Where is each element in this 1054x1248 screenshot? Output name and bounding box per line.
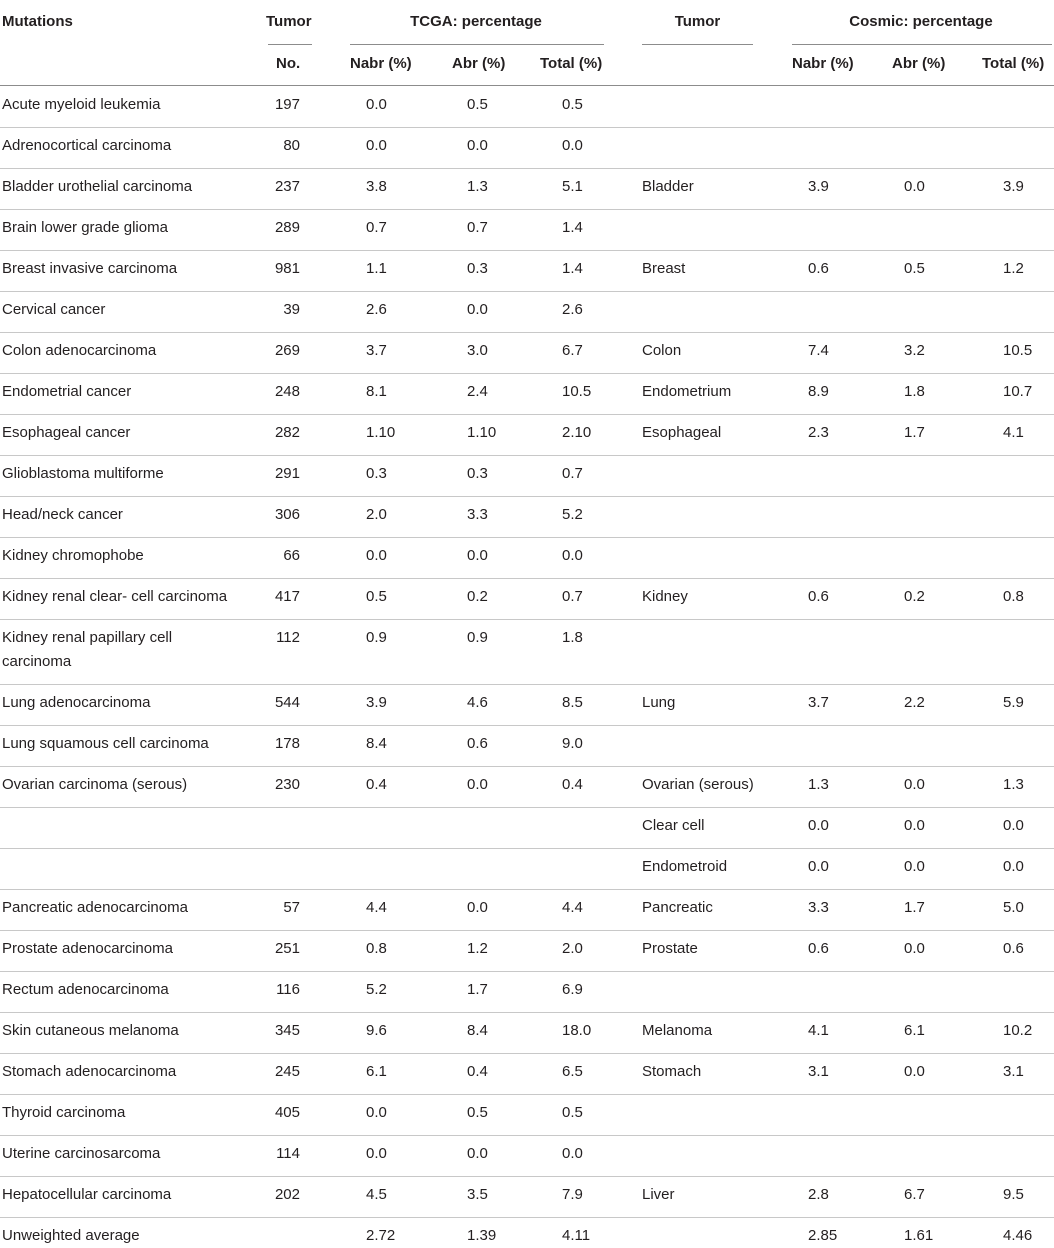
cell-cosmic-abr: 1.7: [904, 424, 925, 441]
cell-mutation: Uterine carcinosarcoma: [2, 1145, 161, 1162]
cell-tcga-total: 6.7: [562, 342, 583, 359]
cell-tcga-abr: 0.0: [467, 301, 488, 318]
cell-tcga-abr: 0.9: [467, 629, 488, 646]
cell-mutation: Stomach adenocarcinoma: [2, 1063, 177, 1080]
cell-tcga-abr: 1.7: [467, 981, 488, 998]
row-divider: [0, 1094, 1054, 1095]
cell-tcga-abr: 3.5: [467, 1186, 488, 1203]
row-divider: [0, 291, 1054, 292]
cell-cosmic-total: 4.46: [1003, 1227, 1033, 1244]
cell-tcga-total: 1.8: [562, 629, 583, 646]
cell-cosmic-abr: 0.0: [904, 940, 925, 957]
cell-cosmic-tumor: Prostate: [642, 940, 698, 957]
cell-tumor-no: 230: [274, 776, 300, 793]
cell-tumor-no: 282: [274, 424, 300, 441]
cell-tcga-nabr: 2.6: [366, 301, 387, 318]
cell-cosmic-abr: 1.7: [904, 899, 925, 916]
cell-tcga-nabr: 4.4: [366, 899, 387, 916]
row-divider: [0, 332, 1054, 333]
cell-tcga-abr: 4.6: [467, 694, 488, 711]
cell-tcga-abr: 0.2: [467, 588, 488, 605]
header-bottom-rule: [0, 85, 1054, 86]
cell-mutation: Kidney renal papillary cell carcinoma: [2, 629, 173, 670]
cell-mutation: Acute myeloid leukemia: [2, 96, 161, 113]
cell-mutation: Lung adenocarcinoma: [2, 694, 151, 711]
cell-tcga-nabr: 0.9: [366, 629, 387, 646]
cell-cosmic-abr: 0.0: [904, 817, 925, 834]
cell-tcga-nabr: 3.7: [366, 342, 387, 359]
cell-cosmic-total: 10.7: [1003, 383, 1033, 400]
cell-tcga-total: 5.2: [562, 506, 583, 523]
cell-tumor-no: 116: [276, 981, 300, 998]
cell-tcga-total: 0.0: [562, 1145, 583, 1162]
cell-tcga-abr: 0.0: [467, 899, 488, 916]
row-divider: [0, 684, 1054, 685]
cell-tcga-total: 0.5: [562, 96, 583, 113]
cell-mutation: Thyroid carcinoma: [2, 1104, 126, 1121]
cell-tumor-no: 417: [274, 588, 300, 605]
cell-cosmic-abr: 2.2: [904, 694, 925, 711]
cell-cosmic-total: 0.8: [1003, 588, 1024, 605]
header-tcga-nabr: Nabr (%): [350, 55, 412, 72]
cell-cosmic-total: 1.2: [1003, 260, 1024, 277]
cell-cosmic-tumor: Melanoma: [642, 1022, 713, 1039]
cell-tcga-total: 4.11: [562, 1227, 591, 1244]
cell-tcga-nabr: 2.0: [366, 506, 387, 523]
cell-cosmic-nabr: 0.0: [808, 858, 829, 875]
row-divider: [0, 889, 1054, 890]
cell-cosmic-tumor: Endometrium: [642, 383, 732, 400]
cell-tcga-total: 10.5: [562, 383, 592, 400]
cell-mutation: Kidney chromophobe: [2, 547, 144, 564]
row-divider: [0, 250, 1054, 251]
row-divider: [0, 1176, 1054, 1177]
cell-cosmic-total: 3.1: [1003, 1063, 1024, 1080]
cell-tcga-nabr: 0.4: [366, 776, 387, 793]
cell-tcga-total: 7.9: [562, 1186, 583, 1203]
row-divider: [0, 496, 1054, 497]
cell-tcga-abr: 3.0: [467, 342, 488, 359]
cell-tcga-nabr: 0.8: [366, 940, 387, 957]
cell-tcga-abr: 0.0: [467, 1145, 488, 1162]
row-divider: [0, 578, 1054, 579]
cell-mutation: Head/neck cancer: [2, 506, 123, 523]
header-tcga-group: TCGA: percentage: [410, 13, 542, 30]
cell-tcga-abr: 1.3: [467, 178, 488, 195]
cell-tumor-no: 291: [274, 465, 300, 482]
cell-mutation: Brain lower grade glioma: [2, 219, 168, 236]
cell-cosmic-abr: 6.7: [904, 1186, 925, 1203]
cell-tcga-nabr: 0.0: [366, 1104, 387, 1121]
cell-cosmic-nabr: 7.4: [808, 342, 829, 359]
cell-cosmic-nabr: 3.1: [808, 1063, 829, 1080]
cell-cosmic-abr: 0.0: [904, 178, 925, 195]
rule-cosmic-tumor: [642, 44, 753, 45]
cell-cosmic-tumor: Esophageal: [642, 424, 722, 441]
cell-tcga-nabr: 0.3: [366, 465, 387, 482]
cell-tcga-nabr: 9.6: [366, 1022, 387, 1039]
cell-tumor-no: 66: [283, 547, 300, 564]
cell-cosmic-total: 5.0: [1003, 899, 1024, 916]
header-mutations: Mutations: [2, 13, 73, 30]
row-divider: [0, 373, 1054, 374]
cell-mutation: Pancreatic adenocarcinoma: [2, 899, 188, 916]
cell-cosmic-nabr: 0.0: [808, 817, 829, 834]
cell-tcga-total: 1.4: [562, 260, 583, 277]
cell-tumor-no: 251: [274, 940, 300, 957]
cell-cosmic-tumor: Lung: [642, 694, 676, 711]
row-divider: [0, 537, 1054, 538]
cell-cosmic-total: 10.5: [1003, 342, 1033, 359]
header-tcga-abr: Abr (%): [452, 55, 506, 72]
cell-tcga-abr: 0.7: [467, 219, 488, 236]
row-divider: [0, 971, 1054, 972]
cell-cosmic-total: 10.2: [1003, 1022, 1033, 1039]
cell-cosmic-nabr: 3.9: [808, 178, 829, 195]
header-cosmic-nabr: Nabr (%): [792, 55, 854, 72]
cell-tcga-total: 2.0: [562, 940, 583, 957]
cell-cosmic-abr: 0.0: [904, 776, 925, 793]
cell-cosmic-tumor: Colon: [642, 342, 682, 359]
cell-tcga-abr: 8.4: [467, 1022, 488, 1039]
row-divider: [0, 414, 1054, 415]
header-tumor-no-top: Tumor: [266, 13, 312, 30]
cell-cosmic-abr: 6.1: [904, 1022, 925, 1039]
header-tumor-no-bottom: No.: [276, 55, 301, 72]
cell-tumor-no: 345: [274, 1022, 300, 1039]
cell-tcga-total: 0.5: [562, 1104, 583, 1121]
cell-tcga-nabr: 0.0: [366, 137, 387, 154]
cell-tcga-abr: 1.2: [467, 940, 488, 957]
cell-mutation: Cervical cancer: [2, 301, 106, 318]
header-cosmic-abr: Abr (%): [892, 55, 946, 72]
cell-cosmic-tumor: Bladder: [642, 178, 694, 195]
cell-tumor-no: 289: [274, 219, 300, 236]
cell-cosmic-nabr: 2.85: [808, 1227, 838, 1244]
cell-cosmic-total: 3.9: [1003, 178, 1024, 195]
cell-tumor-no: 981: [274, 260, 300, 277]
cell-tumor-no: 248: [274, 383, 300, 400]
cell-cosmic-total: 0.0: [1003, 858, 1024, 875]
cell-tcga-abr: 3.3: [467, 506, 488, 523]
cell-cosmic-nabr: 1.3: [808, 776, 829, 793]
cell-tcga-total: 2.10: [562, 424, 592, 441]
cell-tcga-total: 18.0: [562, 1022, 592, 1039]
cell-cosmic-total: 0.0: [1003, 817, 1024, 834]
cell-cosmic-abr: 0.0: [904, 1063, 925, 1080]
row-divider: [0, 1217, 1054, 1218]
cell-tcga-nabr: 6.1: [366, 1063, 387, 1080]
cell-cosmic-total: 0.6: [1003, 940, 1024, 957]
cell-mutation: Kidney renal clear- cell carcinoma: [2, 588, 228, 605]
cell-tumor-no: 237: [274, 178, 300, 195]
cell-tcga-nabr: 2.72: [366, 1227, 396, 1244]
row-divider: [0, 127, 1054, 128]
row-divider: [0, 1012, 1054, 1013]
cell-mutation: Unweighted average: [2, 1227, 140, 1244]
row-divider: [0, 766, 1054, 767]
cell-cosmic-tumor: Kidney: [642, 588, 688, 605]
cell-cosmic-abr: 1.61: [904, 1227, 934, 1244]
cell-tcga-total: 6.9: [562, 981, 583, 998]
header-cosmic-total: Total (%): [982, 55, 1045, 72]
cell-cosmic-abr: 3.2: [904, 342, 925, 359]
cell-tcga-nabr: 0.0: [366, 547, 387, 564]
cell-tcga-total: 0.0: [562, 547, 583, 564]
cell-tcga-nabr: 3.8: [366, 178, 387, 195]
header-cosmic-group: Cosmic: percentage: [849, 13, 993, 30]
cell-tumor-no: 405: [274, 1104, 300, 1121]
cell-mutation: Adrenocortical carcinoma: [2, 137, 172, 154]
cell-tcga-total: 9.0: [562, 735, 583, 752]
cell-tcga-abr: 0.5: [467, 96, 488, 113]
cell-cosmic-nabr: 0.6: [808, 940, 829, 957]
cell-mutation: Glioblastoma multiforme: [2, 465, 164, 482]
cell-tcga-total: 0.7: [562, 588, 583, 605]
cell-tumor-no: 178: [274, 735, 300, 752]
cell-tcga-abr: 0.4: [467, 1063, 488, 1080]
rule-tcga: [350, 44, 604, 45]
cell-tcga-abr: 0.6: [467, 735, 488, 752]
cell-tcga-nabr: 1.1: [366, 260, 387, 277]
cell-tumor-no: 306: [274, 506, 300, 523]
cell-tumor-no: 112: [276, 629, 300, 646]
cell-tcga-nabr: 4.5: [366, 1186, 387, 1203]
cell-mutation: Ovarian carcinoma (serous): [2, 776, 188, 793]
cell-tcga-abr: 1.10: [467, 424, 497, 441]
cell-tcga-nabr: 1.10: [366, 424, 396, 441]
cell-tcga-nabr: 5.2: [366, 981, 387, 998]
cell-cosmic-abr: 0.5: [904, 260, 925, 277]
cell-mutation: Prostate adenocarcinoma: [2, 940, 173, 957]
cell-cosmic-total: 5.9: [1003, 694, 1024, 711]
cell-cosmic-total: 9.5: [1003, 1186, 1024, 1203]
cell-tcga-total: 2.6: [562, 301, 583, 318]
cell-tcga-nabr: 8.4: [366, 735, 387, 752]
cell-tcga-abr: 1.39: [467, 1227, 497, 1244]
cell-mutation: Colon adenocarcinoma: [2, 342, 157, 359]
cell-tcga-nabr: 3.9: [366, 694, 387, 711]
cell-mutation: Hepatocellular carcinoma: [2, 1186, 172, 1203]
cell-tumor-no: 39: [283, 301, 300, 318]
cell-mutation: Endometrial cancer: [2, 383, 132, 400]
cell-cosmic-tumor: Clear cell: [642, 817, 705, 834]
cell-cosmic-tumor: Liver: [642, 1186, 675, 1203]
cell-tcga-abr: 0.3: [467, 465, 488, 482]
cell-tumor-no: 197: [274, 96, 300, 113]
row-divider: [0, 930, 1054, 931]
cell-tumor-no: 114: [276, 1145, 300, 1162]
cell-cosmic-tumor: Ovarian (serous): [642, 776, 754, 793]
row-divider: [0, 807, 1054, 808]
cell-mutation: Rectum adenocarcinoma: [2, 981, 169, 998]
cell-cosmic-total: 4.1: [1003, 424, 1024, 441]
cell-cosmic-tumor: Breast: [642, 260, 686, 277]
cell-tcga-total: 0.0: [562, 137, 583, 154]
cell-tcga-abr: 0.5: [467, 1104, 488, 1121]
row-divider: [0, 209, 1054, 210]
cell-cosmic-nabr: 8.9: [808, 383, 829, 400]
row-divider: [0, 1135, 1054, 1136]
cell-tumor-no: 202: [274, 1186, 300, 1203]
row-divider: [0, 455, 1054, 456]
cell-cosmic-tumor: Stomach: [642, 1063, 702, 1080]
row-divider: [0, 1053, 1054, 1054]
cell-tcga-abr: 0.0: [467, 137, 488, 154]
cell-cosmic-nabr: 0.6: [808, 260, 829, 277]
cell-cosmic-nabr: 3.7: [808, 694, 829, 711]
cell-mutation: Lung squamous cell carcinoma: [2, 735, 209, 752]
cell-cosmic-nabr: 2.8: [808, 1186, 829, 1203]
row-divider: [0, 619, 1054, 620]
cell-cosmic-total: 1.3: [1003, 776, 1024, 793]
cell-cosmic-nabr: 2.3: [808, 424, 829, 441]
cell-tcga-nabr: 0.0: [366, 96, 387, 113]
cell-tumor-no: 245: [274, 1063, 300, 1080]
cell-cosmic-nabr: 4.1: [808, 1022, 829, 1039]
rule-cosmic: [792, 44, 1052, 45]
rule-tumor-no: [268, 44, 312, 45]
cell-cosmic-nabr: 3.3: [808, 899, 829, 916]
cell-tcga-total: 6.5: [562, 1063, 583, 1080]
cell-cosmic-tumor: Pancreatic: [642, 899, 713, 916]
cell-tcga-abr: 0.0: [467, 547, 488, 564]
cell-mutation: Skin cutaneous melanoma: [2, 1022, 179, 1039]
cell-cosmic-abr: 0.0: [904, 858, 925, 875]
cell-tcga-nabr: 0.5: [366, 588, 387, 605]
cell-tcga-abr: 0.3: [467, 260, 488, 277]
row-divider: [0, 848, 1054, 849]
cell-tumor-no: 544: [274, 694, 300, 711]
cell-mutation: Esophageal cancer: [2, 424, 131, 441]
cell-tcga-nabr: 0.7: [366, 219, 387, 236]
cell-tcga-total: 0.4: [562, 776, 583, 793]
row-divider: [0, 168, 1054, 169]
cell-mutation: Breast invasive carcinoma: [2, 260, 178, 277]
cell-cosmic-nabr: 0.6: [808, 588, 829, 605]
cell-tcga-abr: 2.4: [467, 383, 488, 400]
cell-tcga-total: 5.1: [562, 178, 583, 195]
cell-tcga-abr: 0.0: [467, 776, 488, 793]
cell-tcga-total: 1.4: [562, 219, 583, 236]
cell-tcga-total: 4.4: [562, 899, 583, 916]
cell-cosmic-abr: 0.2: [904, 588, 925, 605]
header-cosmic-tumor: Tumor: [674, 13, 721, 30]
cell-tcga-nabr: 0.0: [366, 1145, 387, 1162]
cell-tumor-no: 80: [283, 137, 300, 154]
cell-tcga-total: 8.5: [562, 694, 583, 711]
cell-tumor-no: 57: [283, 899, 300, 916]
cell-cosmic-abr: 1.8: [904, 383, 925, 400]
cell-mutation: Bladder urothelial carcinoma: [2, 178, 193, 195]
header-tcga-total: Total (%): [540, 55, 603, 72]
cell-tcga-total: 0.7: [562, 465, 583, 482]
row-divider: [0, 725, 1054, 726]
cell-cosmic-tumor: Endometroid: [642, 858, 728, 875]
cell-tcga-nabr: 8.1: [366, 383, 387, 400]
cell-tumor-no: 269: [274, 342, 300, 359]
